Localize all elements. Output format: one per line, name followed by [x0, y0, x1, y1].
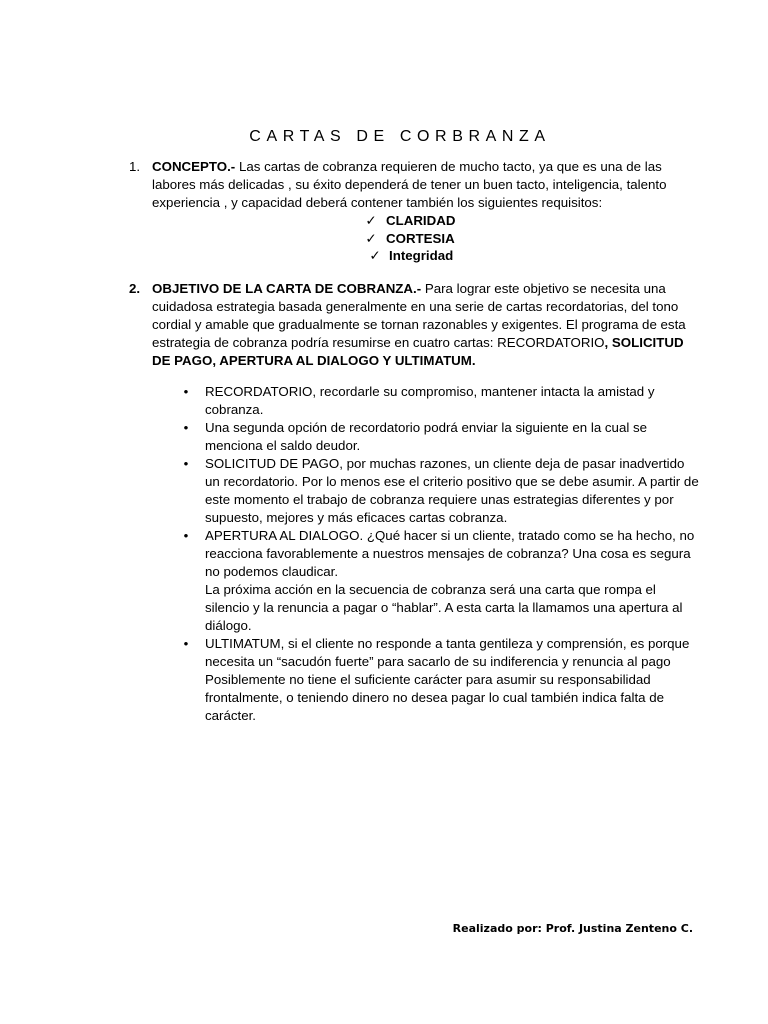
- strategy-list: [181, 383, 701, 725]
- list-item-continuation: La próxima acción en la secuencia de cobranza será una carta que rompa el silencio y la renuncia a pagar o “hablar”. A esta carta la llamamos una apertura al diálogo.: [205, 582, 683, 633]
- list-item: [181, 635, 701, 725]
- section-heading: CONCEPTO.-: [152, 159, 236, 174]
- section-number: 2.: [129, 281, 141, 296]
- bullet-icon: •: [183, 456, 189, 471]
- requirement-label: Integridad: [389, 248, 454, 263]
- bullet-icon: •: [183, 420, 189, 435]
- list-item: [181, 383, 701, 419]
- list-item: [129, 212, 699, 230]
- list-item: [181, 527, 701, 635]
- checkmark-icon: ✓: [365, 213, 377, 228]
- requirement-label: CLARIDAD: [386, 213, 456, 228]
- bullet-icon: •: [183, 384, 189, 399]
- document-title: CARTAS DE CORBRANZA: [249, 128, 551, 145]
- requirement-label: CORTESIA: [386, 230, 455, 246]
- section-body: [152, 280, 699, 370]
- list-item: [129, 230, 699, 248]
- author-signature: Realizado por: Prof. Justina Zenteno C.: [452, 922, 693, 935]
- section-heading: OBJETIVO DE LA CARTA DE COBRANZA.-: [152, 281, 422, 296]
- section-body: [152, 158, 699, 212]
- checkmark-icon: ✓: [369, 248, 381, 263]
- list-item: [181, 419, 701, 455]
- list-item: [181, 455, 701, 527]
- section-number: 1.: [129, 159, 141, 174]
- list-item-text: ULTIMATUM, si el cliente no responde a tanta gentileza y comprensión, es porque necesita un “sacudón fuerte” para sacarlo de su indiferencia y renuncia al pago: [205, 636, 690, 669]
- section-text-bold: , SOLICITUD DE PAGO, APERTURA AL DIALOGO Y ULTIMATUM.: [152, 335, 684, 368]
- requirements-list: [129, 212, 699, 265]
- section-text: Para lograr este objetivo se necesita una cuidadosa estrategia basada generalmente en una serie de cartas recordatorias, del tono cordial y amable que gradualmente se tornan razonables y exigentes. El programa de esta estrategia de cobranza podría resumirse en cuatro cartas: RECORDATORIO: [152, 281, 686, 350]
- section-objetivo: [129, 280, 699, 370]
- section-text: Las cartas de cobranza requieren de mucho tacto, ya que es una de las labores más delicadas , su éxito dependerá de tener un buen tacto, inteligencia, talento experiencia , y capacidad deberá contener también los siguientes requisitos:: [152, 159, 667, 210]
- list-item-text: SOLICITUD DE PAGO, por muchas razones, un cliente deja de pasar inadvertido un recordatorio. Por lo menos ese el criterio positivo que se debe asumir. A partir de este momento el trabajo de cobranza requiere unas estrategias diferentes y por supuesto, mejores y más eficaces cartas cobranza.: [205, 456, 699, 525]
- section-concepto: [129, 158, 699, 265]
- bullet-icon: •: [183, 528, 189, 543]
- list-item: [129, 247, 699, 265]
- checkmark-icon: ✓: [365, 230, 377, 246]
- bullet-icon: •: [183, 636, 189, 651]
- list-item-text: Una segunda opción de recordatorio podrá enviar la siguiente en la cual se menciona el saldo deudor.: [205, 420, 648, 453]
- list-item-text: APERTURA AL DIALOGO. ¿Qué hacer si un cliente, tratado como se ha hecho, no reacciona favorablemente a nuestros mensajes de cobranza? Una cosa es segura no podemos claudicar.: [205, 528, 695, 579]
- list-item-continuation: Posiblemente no tiene el suficiente carácter para asumir su responsabilidad frontalmente, o teniendo dinero no desea pagar lo cual también indica falta de carácter.: [205, 672, 665, 723]
- list-item-text: RECORDATORIO, recordarle su compromiso, mantener intacta la amistad y cobranza.: [205, 384, 655, 417]
